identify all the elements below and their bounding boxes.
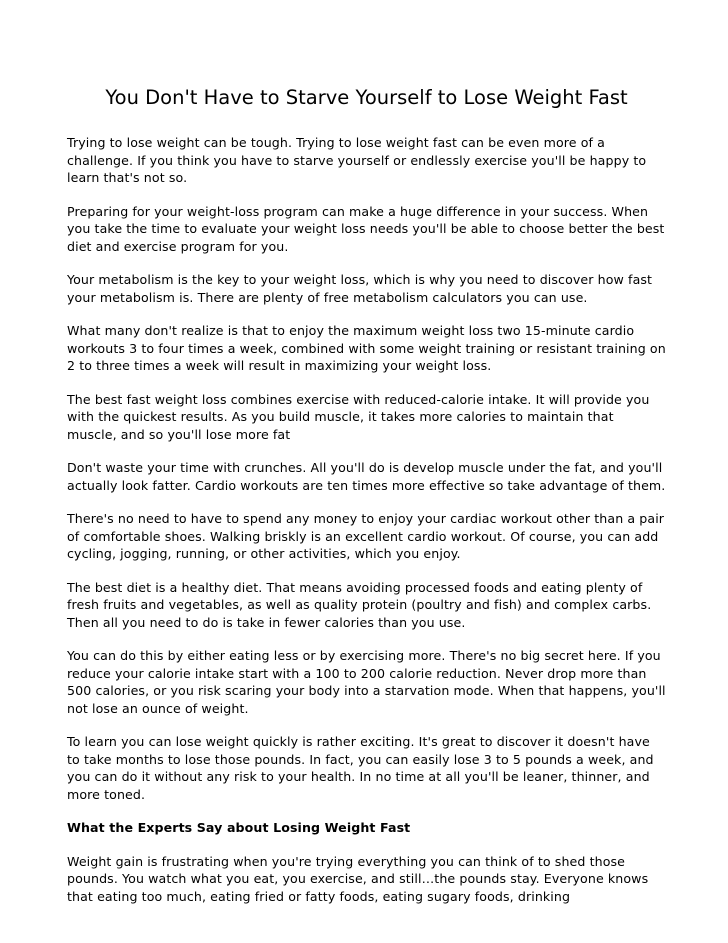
paragraph: There's no need to have to spend any money to enjoy your cardiac workout other than a pair of comfortable shoes. Walking briskly is an excellent cardio workout. Of course, you can add cycling, jogging, running, or other activities, which you enjoy. [67, 511, 665, 561]
page-title: You Don't Have to Starve Yourself to Lose Weight Fast [105, 86, 628, 109]
paragraph: Trying to lose weight can be tough. Trying to lose weight fast can be even more of a challenge. If you think you have to starve yourself or endlessly exercise you'll be happy to learn that's not so. [67, 135, 647, 185]
paragraph: You can do this by either eating less or by exercising more. There's no big secret here. If you reduce your calorie intake start with a 100 to 200 calorie reduction. Never drop more than 500 calories, or you risk scaring your body into a starvation mode. When that happens, you'll not lose an ounce of weight. [67, 648, 666, 716]
paragraph: Weight gain is frustrating when you're trying everything you can think of to shed those pounds. You watch what you eat, you exercise, and still…the pounds stay. Everyone knows that eating too much, eating fried or fatty foods, eating sugary foods, drinking [67, 853, 649, 904]
paragraph: To learn you can lose weight quickly is rather exciting. It's great to discover it doesn't have to take months to lose those pounds. In fact, you can easily lose 3 to 5 pounds a week, and you can do it without any risk to your health. In no time at all you'll be leaner, thinner, and more toned. [67, 734, 654, 802]
paragraph: The best diet is a healthy diet. That means avoiding processed foods and eating plenty of fresh fruits and vegetables, as well as quality protein (poultry and fish) and complex carbs. Then all you need to do is take in fewer calories than you use. [67, 579, 652, 630]
paragraph: Your metabolism is the key to your weight loss, which is why you need to discover how fast your metabolism is. There are plenty of free metabolism calculators you can use. [67, 272, 653, 305]
paragraph: Preparing for your weight-loss program can make a huge difference in your success. When you take the time to evaluate your weight loss needs you'll be able to choose better the best diet and exercise program for you. [67, 203, 665, 254]
paragraph: What many don't realize is that to enjoy the maximum weight loss two 15-minute cardio workouts 3 to four times a week, combined with some weight training or resistant training on 2 to three times a week will result in maximizing your weight loss. [67, 323, 666, 373]
paragraph: Don't waste your time with crunches. All you'll do is develop muscle under the fat, and you'll actually look fatter. Cardio workouts are ten times more effective so take advantage of them. [67, 460, 666, 493]
paragraph: The best fast weight loss combines exercise with reduced-calorie intake. It will provide you with the quickest results. As you build muscle, it takes more calories to maintain that muscle, and so you'll lose more fat [67, 391, 650, 442]
section-heading: What the Experts Say about Losing Weight Fast [67, 820, 411, 835]
